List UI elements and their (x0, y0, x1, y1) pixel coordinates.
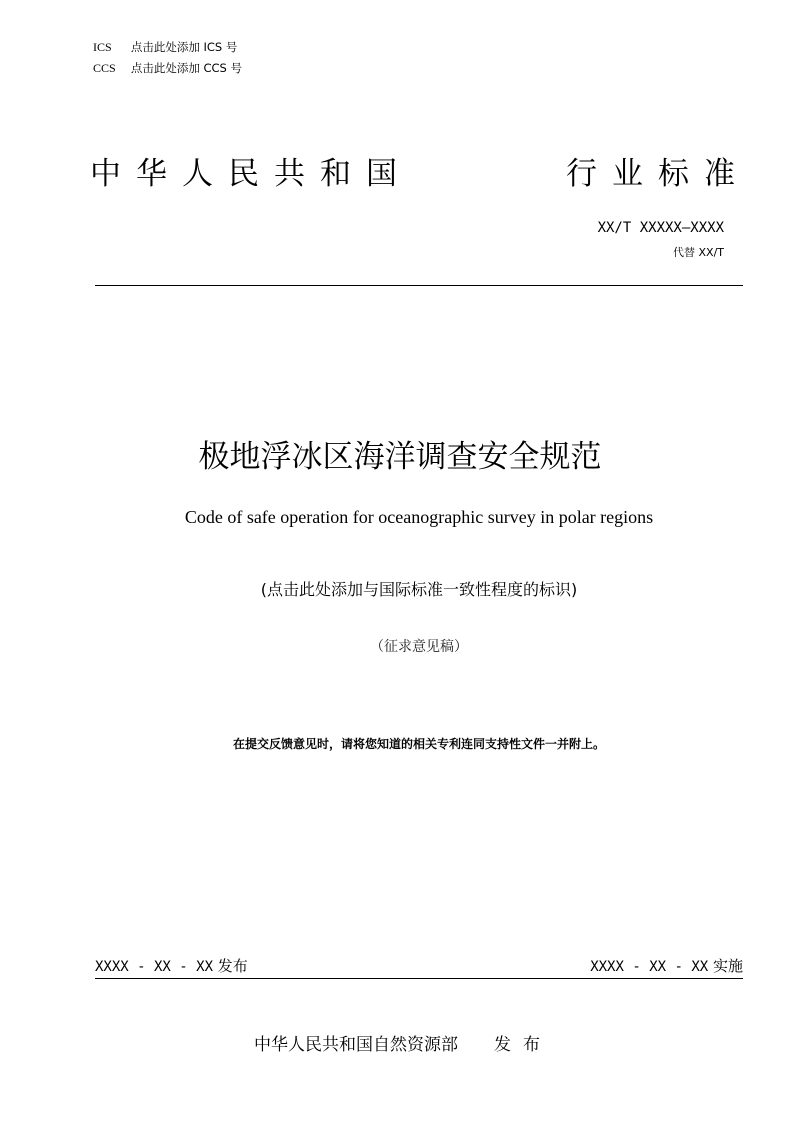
footer-rule (95, 978, 743, 979)
implement-date-label: 实施 (712, 957, 743, 975)
publisher-name: 中华人民共和国自然资源部 (254, 1035, 458, 1055)
header-rule (95, 285, 743, 286)
ccs-value[interactable]: 点击此处添加 CCS 号 (130, 61, 242, 75)
ics-line (93, 40, 237, 54)
issue-date-label: 发布 (217, 957, 248, 975)
document-title-english: Code of safe operation for oceanographic survey in polar regions (184, 507, 654, 527)
ics-key: ICS (93, 40, 112, 54)
issue-date (95, 957, 248, 976)
publisher (254, 1034, 552, 1056)
banner-standard-type: 行业标准 (566, 156, 750, 192)
banner-country: 中华人民共和国 (90, 156, 412, 192)
ics-value[interactable]: 点击此处添加 ICS 号 (130, 40, 238, 54)
document-title-chinese: 极地浮冰区海洋调查安全规范 (198, 439, 602, 475)
draft-status: （征求意见稿） (370, 639, 468, 655)
standard-replaces: 代替 XX/T (673, 246, 724, 259)
standard-number: XX/T XXXXX—XXXX (597, 220, 724, 236)
consistency-placeholder[interactable]: (点击此处添加与国际标准一致性程度的标识) (260, 580, 578, 599)
patent-notice: 在提交反馈意见时，请将您知道的相关专利连同支持性文件一并附上。 (232, 737, 605, 751)
ccs-key: CCS (93, 61, 116, 75)
issue-date-code: XXXX - XX - XX (95, 959, 214, 975)
ccs-line (93, 61, 242, 75)
publisher-action: 发布 (494, 1035, 552, 1055)
implement-date-code: XXXX - XX - XX (590, 959, 709, 975)
implement-date (590, 957, 743, 976)
